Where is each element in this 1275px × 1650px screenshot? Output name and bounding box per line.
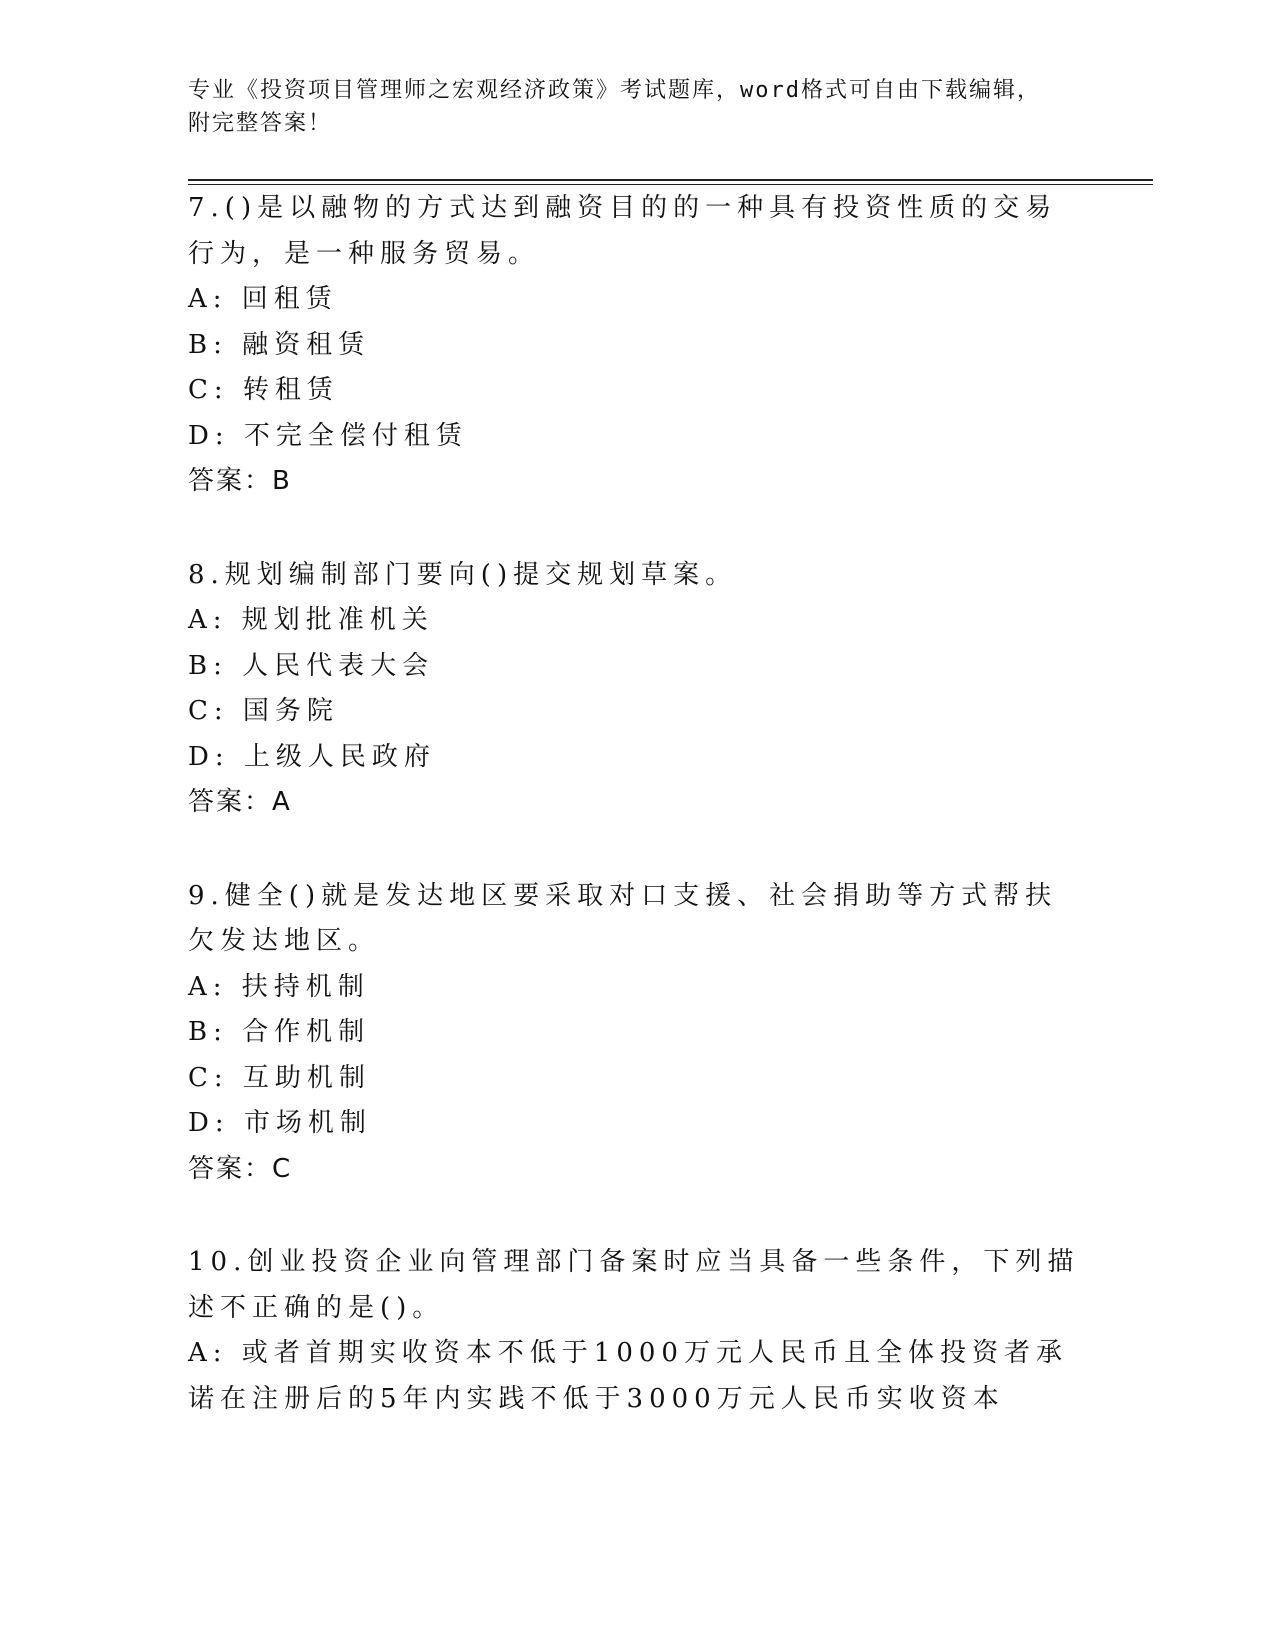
header-line-1: 专业《投资项目管理师之宏观经济政策》考试题库，word格式可自由下载编辑， [188, 78, 1041, 103]
question-9 [188, 874, 1088, 1193]
header-line-2: 附完整答案！ [188, 111, 333, 136]
option-c: C: 转租赁 [188, 375, 339, 405]
option-d: D: 上级人民政府 [188, 741, 436, 772]
answer: 答案：C [188, 1153, 293, 1184]
question-text: 8.规划编制部门要向()提交规划草案。 [188, 559, 738, 590]
option-c: C: 互助机制 [188, 1062, 371, 1093]
option-d: D: 不完全偿付租赁 [188, 420, 468, 451]
answer: 答案：A [188, 787, 292, 817]
question-8 [188, 553, 1088, 826]
option-a: A: 回租赁 [188, 284, 338, 314]
question-list [188, 186, 1088, 1422]
header-divider-thick [188, 179, 1153, 181]
question-text: 9.健全()就是发达地区要采取对口支援、社会捐助等方式帮扶欠发达地区。 [188, 880, 1058, 956]
document-header [188, 74, 1118, 140]
question-7 [188, 186, 1088, 505]
question-spacer [188, 505, 1088, 553]
header-divider-thin [188, 184, 1153, 185]
option-c: C: 国务院 [188, 696, 339, 726]
option-b: B: 合作机制 [188, 1017, 371, 1047]
option-a: A: 扶持机制 [188, 971, 370, 1002]
question-10 [188, 1240, 1088, 1422]
option-a: A: 或者首期实收资本不低于1000万元人民币且全体投资者承诺在注册后的5年内实践不低于3000万元人民币实收资本 [188, 1338, 1068, 1414]
option-b: B: 人民代表大会 [188, 650, 435, 681]
question-spacer [188, 1192, 1088, 1240]
answer: 答案：B [188, 466, 292, 496]
option-d: D: 市场机制 [188, 1108, 372, 1138]
option-b: B: 融资租赁 [188, 329, 371, 360]
question-text: 7.()是以融物的方式达到融资目的的一种具有投资性质的交易行为，是一种服务贸易。 [188, 193, 1058, 269]
question-text: 10.创业投资企业向管理部门备案时应当具备一些条件，下列描述不正确的是()。 [188, 1247, 1080, 1323]
option-a: A: 规划批准机关 [188, 605, 434, 635]
question-spacer [188, 826, 1088, 874]
